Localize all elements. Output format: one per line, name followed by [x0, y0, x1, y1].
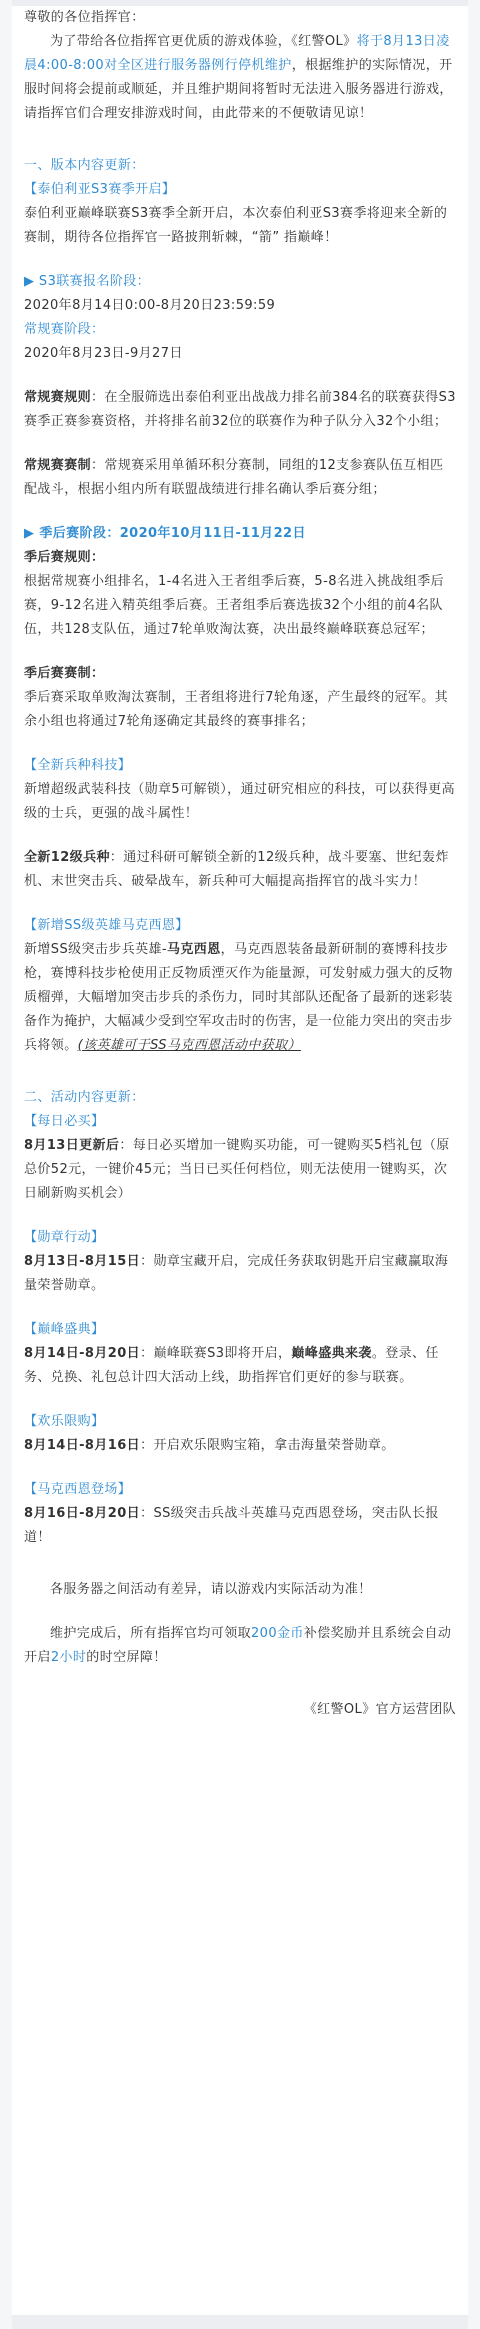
tag-hero: 【新增SS级英雄马克西恩】: [24, 918, 189, 933]
shield-duration: 2小时: [50, 1650, 87, 1665]
hero-text: 新增SS级突击步兵英雄-马克西恩，马克西恩装备最新研制的赛博科技步枪，赛博科技步枪使用正反物质湮灭作为能量源，可发射威力强大的反物质榴弹，大幅增加突击步兵的杀伤力，同时其部队还配备了最新的迷彩装备作为掩护，大幅减少受到空军攻击时的伤害，是一位能力突出的突击步兵将领。(该英雄可于SS马克西恩活动中获取）: [24, 942, 453, 1053]
regular-date: 2020年8月23日-9月27日: [24, 346, 183, 361]
joy-text: 8月14日-8月16日：开启欢乐限购宝箱，拿击海量荣誉勋章。: [24, 1438, 395, 1453]
playoff-rule-label: 季后赛规则：: [24, 550, 105, 565]
playoff-title: ▶ 季后赛阶段：2020年10月11日-11月22日: [24, 526, 306, 541]
tag-daily: 【每日必买】: [24, 1114, 105, 1129]
hero-debut-text: 8月16日-8月20日：SS级突击兵战斗英雄马克西恩登场，突击队长报道！: [24, 1506, 439, 1545]
playoff-rule-text: 根据常规赛小组排名，1-4名进入王者组季后赛，5-8名进入挑战组季后赛，9-12名进入精英组季后赛。王者组季后赛选拔32个小组的前4名队伍，共128支队伍，通过7轮单败淘汰赛，决出最终巅峰联赛总冠军；: [24, 574, 445, 637]
tag-season: 【泰伯利亚S3赛季开启】: [24, 182, 176, 197]
regular-rule: 常规赛规则：在全服筛选出泰伯利亚出战战力排名前384名的联赛获得S3赛季正赛参赛资格，并将排名前32位的联赛作为种子队分入32个小组；: [24, 390, 456, 429]
unit-text: 全新12级兵种：通过科研可解锁全新的12级兵种，战斗要塞、世纪轰炸机、末世突击兵、破晕战车，新兵种可大幅提高指挥官的战斗实力！: [24, 850, 449, 889]
tag-tech: 【全新兵种科技】: [24, 758, 132, 773]
season-text: 泰伯利亚巅峰联赛S3赛季全新开启，本次泰伯利亚S3赛季将迎来全新的赛制，期待各位指挥官一路披荆斩棘，“箭” 指巅峰！: [24, 206, 448, 245]
note-compensation: 维护完成后，所有指挥官均可领取200金币补偿奖励并且系统会自动开启2小时的时空屏障！: [24, 1626, 452, 1665]
regular-system: 常规赛赛制：常规赛采用单循环积分赛制，同组的12支参赛队伍互相匹配战斗，根据小组内所有联盟战绩进行排名确认季后赛分组；: [24, 458, 444, 497]
footer-bar: [12, 2315, 468, 2329]
maintenance-time: 将于8月13日凌晨4:00-8:00对全区进行服务器例行停机维护: [24, 34, 450, 73]
greeting: 尊敬的各位指挥官：: [24, 10, 145, 25]
signup-title: ▶ S3联赛报名阶段：: [24, 274, 151, 289]
note-difference: 各服务器之间活动有差异，请以游戏内实际活动为准！: [50, 1582, 372, 1597]
announcement-page: [12, 0, 468, 2329]
top-edge: [12, 0, 468, 6]
playoff-system-label: 季后赛赛制：: [24, 666, 105, 681]
daily-text: 8月13日更新后：每日必买增加一键购买功能，可一键购买5档礼包（原总价52元，一键价45元；当日已买任何档位，则无法使用一键购买，次日刷新购买机会）: [24, 1138, 450, 1201]
tech-text: 新增超级武装科技（勋章5可解锁），通过研究相应的科技，可以获得更高级的士兵，更强的战斗属性！: [24, 782, 455, 821]
signup-date: 2020年8月14日0:00-8月20日23:59:59: [24, 298, 276, 313]
signature: 《红警OL》官方运营团队: [303, 1702, 456, 1717]
tag-hero-debut: 【马克西恩登场】: [24, 1482, 132, 1497]
intro-paragraph: 为了带给各位指挥官更优质的游戏体验，《红警OL》将于8月13日凌晨4:00-8:00对全区进行服务器例行停机维护，根据维护的实际情况，开服时间将会提前或顺延，并且维护期间将暂时无法进入服务器进行游戏，请指挥官们合理安排游戏时间，由此带来的不便敬请见谅！: [24, 34, 453, 121]
tag-peak: 【巅峰盛典】: [24, 1322, 105, 1337]
hero-source-note: (该英雄可于SS马克西恩活动中获取）: [77, 1038, 301, 1053]
regular-title: 常规赛阶段：: [24, 322, 105, 337]
tag-medal: 【勋章行动】: [24, 1230, 105, 1245]
gold-amount: 200金币: [251, 1626, 304, 1641]
playoff-system-text: 季后赛采取单败淘汰赛制，王者组将进行7轮角逐，产生最终的冠军。其余小组也将通过7轮角逐确定其最终的赛事排名；: [24, 690, 449, 729]
tag-joy: 【欢乐限购】: [24, 1414, 105, 1429]
section-activity-title: 二、活动内容更新：: [24, 1090, 145, 1105]
peak-text: 8月14日-8月20日：巅峰联赛S3即将开启，巅峰盛典来袭。登录、任务、兑换、礼包总计四大活动上线，助指挥官们更好的参与联赛。: [24, 1346, 439, 1385]
medal-text: 8月13日-8月15日：勋章宝藏开启，完成任务获取钥匙开启宝藏赢取海量荣誉勋章。: [24, 1254, 449, 1293]
section-version-title: 一、版本内容更新：: [24, 158, 145, 173]
